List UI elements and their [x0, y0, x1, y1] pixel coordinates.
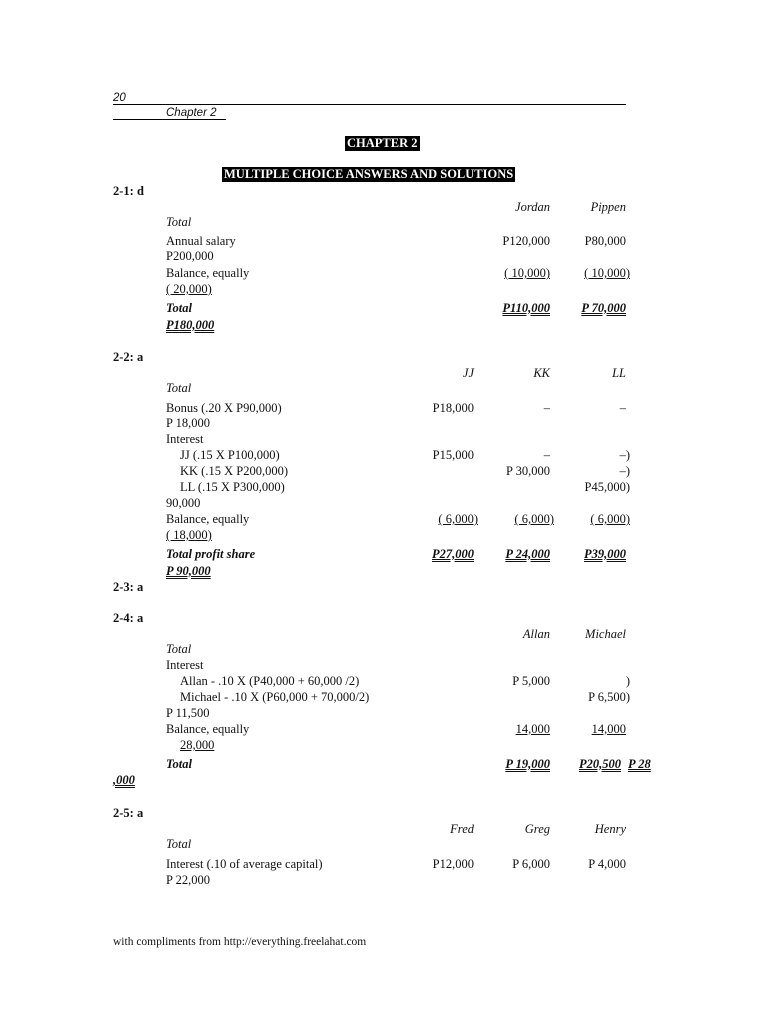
row-total: 90,000 [166, 496, 201, 510]
row-label: Michael - .10 X (P60,000 + 70,000/2) [180, 690, 370, 704]
chapter-title: CHAPTER 2 [347, 136, 418, 150]
question-label: 2-3: a [113, 580, 144, 594]
column-header: KK [533, 366, 550, 380]
section-title: MULTIPLE CHOICE ANSWERS AND SOLUTIONS [224, 167, 514, 181]
cell-value: P 6,500) [588, 690, 630, 704]
column-header: Fred [450, 822, 474, 836]
cell-value: P18,000 [432, 401, 474, 415]
row-label: LL (.15 X P300,000) [180, 480, 285, 494]
row-label: Total [166, 757, 192, 771]
column-header: Allan [522, 627, 550, 641]
total-header: Total [166, 215, 192, 229]
page-number: 20 [113, 92, 126, 104]
column-header: Jordan [515, 200, 550, 214]
row-label: Interest [166, 658, 204, 672]
cell-value: – [543, 401, 550, 415]
row-total: P 11,500 [166, 706, 210, 720]
question-label: 2-1: d [113, 184, 144, 198]
row-label: Balance, equally [166, 512, 250, 526]
row-total: P200,000 [166, 249, 214, 263]
header-rule [113, 104, 626, 105]
cell-value: P15,000 [432, 448, 474, 462]
cell-value: ( 10,000) [504, 266, 550, 280]
cell-value: P20,500 [579, 757, 622, 771]
cell-value: ( 10,000) [584, 266, 630, 280]
cell-value: P 19,000 [505, 757, 550, 771]
row-total: P 22,000 [166, 873, 210, 887]
cell-value: P110,000 [502, 301, 550, 315]
cell-value: P 4,000 [588, 857, 626, 871]
column-header: Henry [594, 822, 626, 836]
cell-value: ( 6,000) [590, 512, 630, 526]
question-label: 2-5: a [113, 806, 144, 820]
footer-credit: with compliments from http://everything.freelahat.com [113, 936, 367, 948]
question-label: 2-2: a [113, 350, 144, 364]
row-total: P 18,000 [166, 416, 210, 430]
total-header: Total [166, 837, 192, 851]
row-label: Interest [166, 432, 204, 446]
cell-value: 14,000 [591, 722, 626, 736]
cell-value: ( 6,000) [514, 512, 554, 526]
chapter-label: Chapter 2 [166, 107, 217, 119]
cell-value: P 24,000 [505, 547, 550, 561]
row-label: Bonus (.20 X P90,000) [166, 401, 282, 415]
row-label: Total profit share [166, 547, 256, 561]
cell-value: –) [619, 464, 630, 478]
question-label: 2-4: a [113, 611, 144, 625]
row-label: Total [166, 301, 192, 315]
cell-value: ( 6,000) [438, 512, 478, 526]
cell-value: – [543, 448, 550, 462]
row-label: Balance, equally [166, 722, 250, 736]
row-total: 28,000 [180, 738, 215, 752]
row-total: ( 20,000) [166, 282, 212, 296]
column-header: JJ [462, 366, 474, 380]
cell-value: P39,000 [583, 547, 626, 561]
cell-value: P 6,000 [512, 857, 550, 871]
cell-value: P120,000 [502, 234, 550, 248]
total-header: Total [166, 642, 192, 656]
row-total: P180,000 [166, 318, 215, 332]
cell-value: P27,000 [431, 547, 474, 561]
cell-value: P 70,000 [581, 301, 626, 315]
cell-value: P 30,000 [506, 464, 550, 478]
cell-value: –) [619, 448, 630, 462]
row-label: Allan - .10 X (P40,000 + 60,000 /2) [180, 674, 360, 688]
cell-value: P 5,000 [512, 674, 550, 688]
row-total-wrap: ,000 [113, 773, 135, 787]
cell-value: P45,000) [584, 480, 630, 494]
row-label: JJ (.15 X P100,000) [180, 448, 280, 462]
column-header: LL [612, 366, 626, 380]
column-header: Michael [585, 627, 626, 641]
cell-value: P80,000 [584, 234, 626, 248]
row-label: Balance, equally [166, 266, 250, 280]
row-label: Annual salary [166, 234, 236, 248]
column-header: Greg [524, 822, 550, 836]
row-total: ( 18,000) [166, 528, 212, 542]
cell-value: 14,000 [515, 722, 550, 736]
row-total: P 28 [628, 757, 651, 771]
column-header: Pippen [590, 200, 626, 214]
cell-value: ) [625, 674, 630, 688]
row-total: P 90,000 [166, 564, 211, 578]
row-label: Interest (.10 of average capital) [166, 857, 323, 871]
row-label: KK (.15 X P200,000) [180, 464, 288, 478]
cell-value: P12,000 [432, 857, 474, 871]
total-header: Total [166, 381, 192, 395]
cell-value: – [619, 401, 626, 415]
